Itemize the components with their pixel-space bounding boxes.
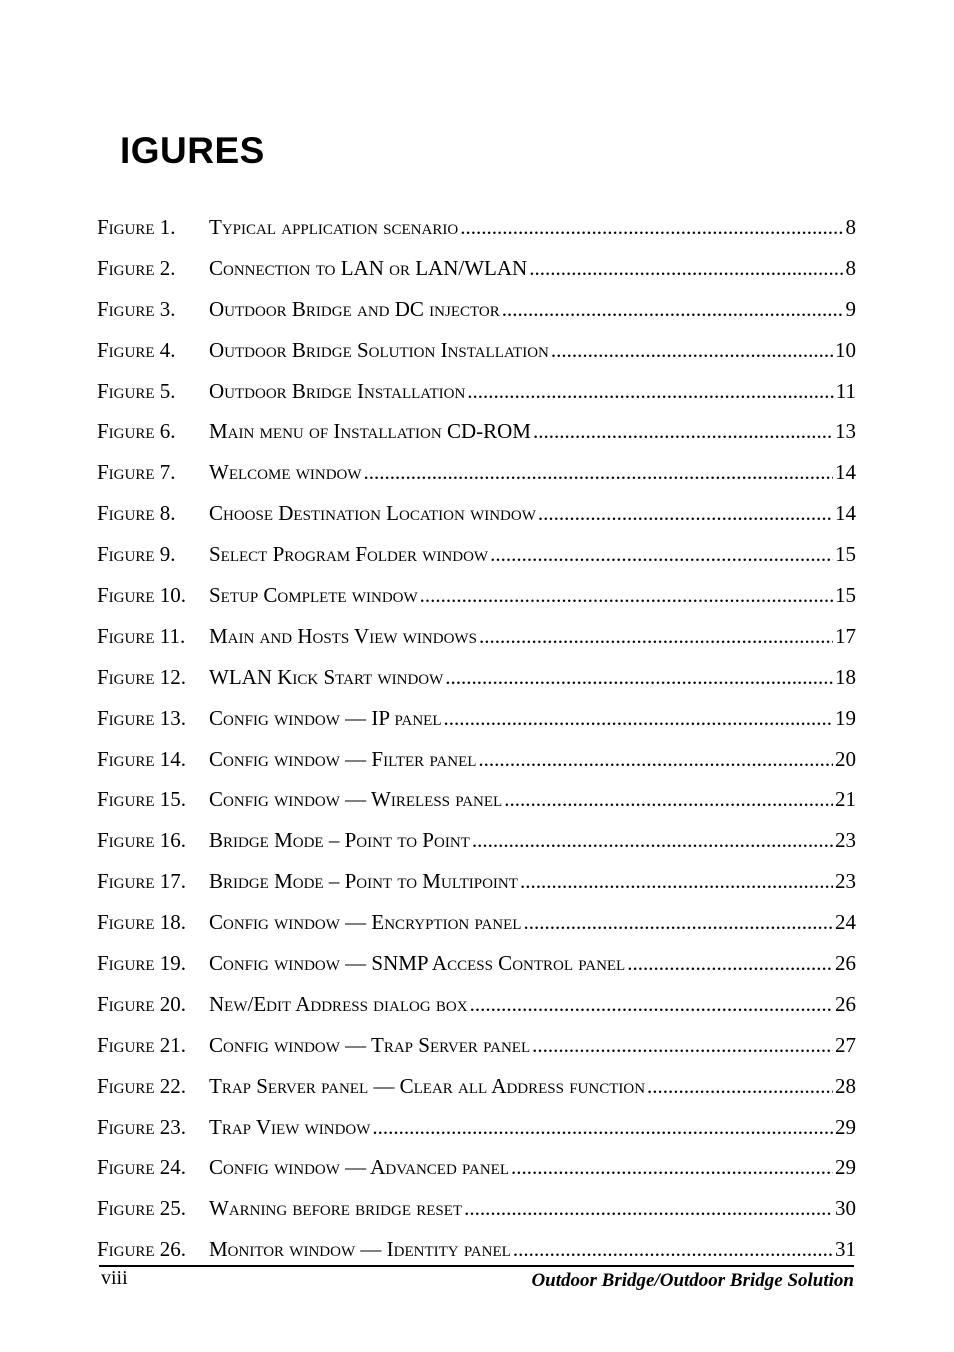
figure-title: Trap View window	[209, 1114, 371, 1139]
toc-entry[interactable]	[97, 210, 856, 251]
page-reference: 18	[835, 664, 856, 689]
dot-leader	[551, 333, 833, 367]
toc-entry[interactable]	[97, 537, 856, 578]
toc-entry[interactable]	[97, 1150, 856, 1191]
toc-entry[interactable]	[97, 455, 856, 496]
page-reference: 26	[835, 991, 856, 1016]
dot-leader	[647, 1069, 833, 1103]
toc-entry[interactable]	[97, 1110, 856, 1151]
figure-number: Figure 14.	[97, 746, 187, 771]
figure-number: Figure 16.	[97, 828, 187, 853]
page-reference: 11	[835, 378, 856, 403]
figure-title: Config window — Wireless panel	[209, 787, 503, 812]
figure-number: Figure 25.	[97, 1196, 187, 1221]
toc-entry[interactable]	[97, 742, 856, 783]
page-reference: 29	[835, 1155, 856, 1180]
figure-title: Connection to LAN or LAN/WLAN	[209, 255, 528, 280]
page-reference: 15	[835, 542, 856, 567]
dot-leader	[478, 742, 833, 776]
toc-entry[interactable]	[97, 1069, 856, 1110]
figure-number: Figure 2.	[97, 255, 176, 280]
page-reference: 20	[835, 746, 856, 771]
dot-leader	[520, 864, 833, 898]
figure-title: Config window — IP panel	[209, 705, 442, 730]
page-reference: 28	[835, 1073, 856, 1098]
dot-leader	[472, 823, 833, 857]
toc-entry[interactable]	[97, 1232, 856, 1273]
toc-entry[interactable]	[97, 414, 856, 455]
figure-number: Figure 5.	[97, 378, 176, 403]
page-reference: 29	[835, 1114, 856, 1139]
page-reference: 8	[845, 215, 856, 239]
figure-number: Figure 26.	[97, 1237, 187, 1262]
dot-leader	[532, 1028, 833, 1062]
dot-leader	[364, 455, 833, 489]
toc-entry[interactable]	[97, 946, 856, 987]
page-reference: 23	[835, 828, 856, 853]
figure-title: Welcome window	[209, 460, 362, 485]
figure-title: Outdoor Bridge Solution Installation	[209, 337, 549, 362]
page-heading: IGURES	[120, 130, 265, 171]
list-of-figures	[97, 210, 856, 1273]
toc-entry[interactable]	[97, 333, 856, 374]
page-reference: 15	[835, 583, 856, 608]
dot-leader	[533, 414, 833, 448]
figure-title: Warning before bridge reset	[209, 1196, 463, 1221]
toc-entry[interactable]	[97, 864, 856, 905]
figure-number: Figure 17.	[97, 869, 187, 894]
figure-number: Figure 8.	[97, 501, 176, 526]
page-reference: 8	[845, 255, 856, 280]
dot-leader	[444, 701, 834, 735]
page-reference: 23	[835, 869, 856, 894]
dot-leader	[504, 782, 833, 816]
dot-leader	[460, 210, 843, 244]
toc-entry[interactable]	[97, 374, 856, 415]
figure-title: Bridge Mode – Point to Point	[209, 828, 470, 853]
dot-leader	[445, 660, 833, 694]
figure-title: Config window — Encryption panel	[209, 910, 522, 935]
toc-entry[interactable]	[97, 987, 856, 1028]
dot-leader	[511, 1150, 833, 1184]
figure-number: Figure 21.	[97, 1032, 187, 1057]
toc-entry[interactable]	[97, 251, 856, 292]
figure-title: Typical application scenario	[209, 215, 459, 239]
dot-leader	[479, 619, 833, 653]
figure-title: WLAN Kick Start window	[209, 664, 444, 689]
figure-title: Main and Hosts View windows	[209, 623, 477, 648]
figure-number: Figure 12.	[97, 664, 187, 689]
figure-number: Figure 9.	[97, 542, 176, 567]
figure-title: Select Program Folder window	[209, 542, 489, 567]
toc-entry[interactable]	[97, 905, 856, 946]
figure-number: Figure 3.	[97, 296, 176, 321]
dot-leader	[464, 1191, 833, 1225]
footer-book-title: Outdoor Bridge/Outdoor Bridge Solution	[531, 1270, 854, 1291]
figure-number: Figure 20.	[97, 991, 187, 1016]
figure-title: New/Edit Address dialog box	[209, 991, 468, 1016]
dot-leader	[513, 1232, 833, 1266]
figure-number: Figure 1.	[97, 215, 176, 239]
dot-leader	[502, 292, 844, 326]
figure-number: Figure 11.	[97, 623, 186, 648]
footer-divider	[99, 1265, 854, 1267]
toc-entry[interactable]	[97, 578, 856, 619]
figure-title: Monitor window — Identity panel	[209, 1237, 511, 1262]
figure-number: Figure 22.	[97, 1073, 187, 1098]
figure-number: Figure 10.	[97, 583, 187, 608]
toc-entry[interactable]	[97, 823, 856, 864]
dot-leader	[538, 496, 833, 530]
footer-page-number: viii	[101, 1267, 128, 1289]
dot-leader	[467, 374, 833, 408]
toc-entry[interactable]	[97, 1191, 856, 1232]
figure-number: Figure 7.	[97, 460, 176, 485]
dot-leader	[490, 537, 833, 571]
figure-title: Config window — Advanced panel	[209, 1155, 510, 1180]
figure-number: Figure 19.	[97, 951, 187, 976]
figure-title: Outdoor Bridge and DC injector	[209, 296, 500, 321]
dot-leader	[470, 987, 833, 1021]
dot-leader	[627, 946, 833, 980]
dot-leader	[372, 1110, 833, 1144]
page-reference: 13	[835, 419, 856, 444]
dot-leader	[420, 578, 833, 612]
page-reference: 27	[835, 1032, 856, 1057]
figure-title: Config window — Filter panel	[209, 746, 477, 771]
page-reference: 19	[835, 705, 856, 730]
figure-title: Config window — Trap Server panel	[209, 1032, 531, 1057]
page-reference: 24	[835, 910, 856, 935]
toc-entry[interactable]	[97, 660, 856, 701]
page-reference: 10	[835, 337, 856, 362]
page-reference: 14	[835, 460, 856, 485]
dot-leader	[523, 905, 833, 939]
toc-entry[interactable]	[97, 1028, 856, 1069]
toc-entry[interactable]	[97, 701, 856, 742]
figure-title: Bridge Mode – Point to Multipoint	[209, 869, 518, 894]
figure-title: Config window — SNMP Access Control panel	[209, 951, 626, 976]
toc-entry[interactable]	[97, 619, 856, 660]
figure-title: Choose Destination Location window	[209, 501, 536, 526]
figure-title: Main menu of Installation CD-ROM	[209, 419, 531, 444]
page-reference: 9	[845, 296, 856, 321]
figure-title: Trap Server panel — Clear all Address function	[209, 1073, 646, 1098]
dot-leader	[529, 251, 843, 285]
page-reference: 14	[835, 501, 856, 526]
figure-number: Figure 23.	[97, 1114, 187, 1139]
page-reference: 21	[835, 787, 856, 812]
page-reference: 31	[835, 1237, 856, 1262]
figure-number: Figure 24.	[97, 1155, 187, 1180]
toc-entry[interactable]	[97, 496, 856, 537]
figure-title: Outdoor Bridge Installation	[209, 378, 466, 403]
figure-number: Figure 4.	[97, 337, 176, 362]
figure-number: Figure 18.	[97, 910, 187, 935]
page-reference: 30	[835, 1196, 856, 1221]
figure-number: Figure 15.	[97, 787, 187, 812]
figure-title: Setup Complete window	[209, 583, 418, 608]
toc-entry[interactable]	[97, 292, 856, 333]
toc-entry[interactable]	[97, 782, 856, 823]
figure-number: Figure 13.	[97, 705, 187, 730]
page-reference: 26	[835, 951, 856, 976]
figure-number: Figure 6.	[97, 419, 176, 444]
page-reference: 17	[835, 623, 856, 648]
